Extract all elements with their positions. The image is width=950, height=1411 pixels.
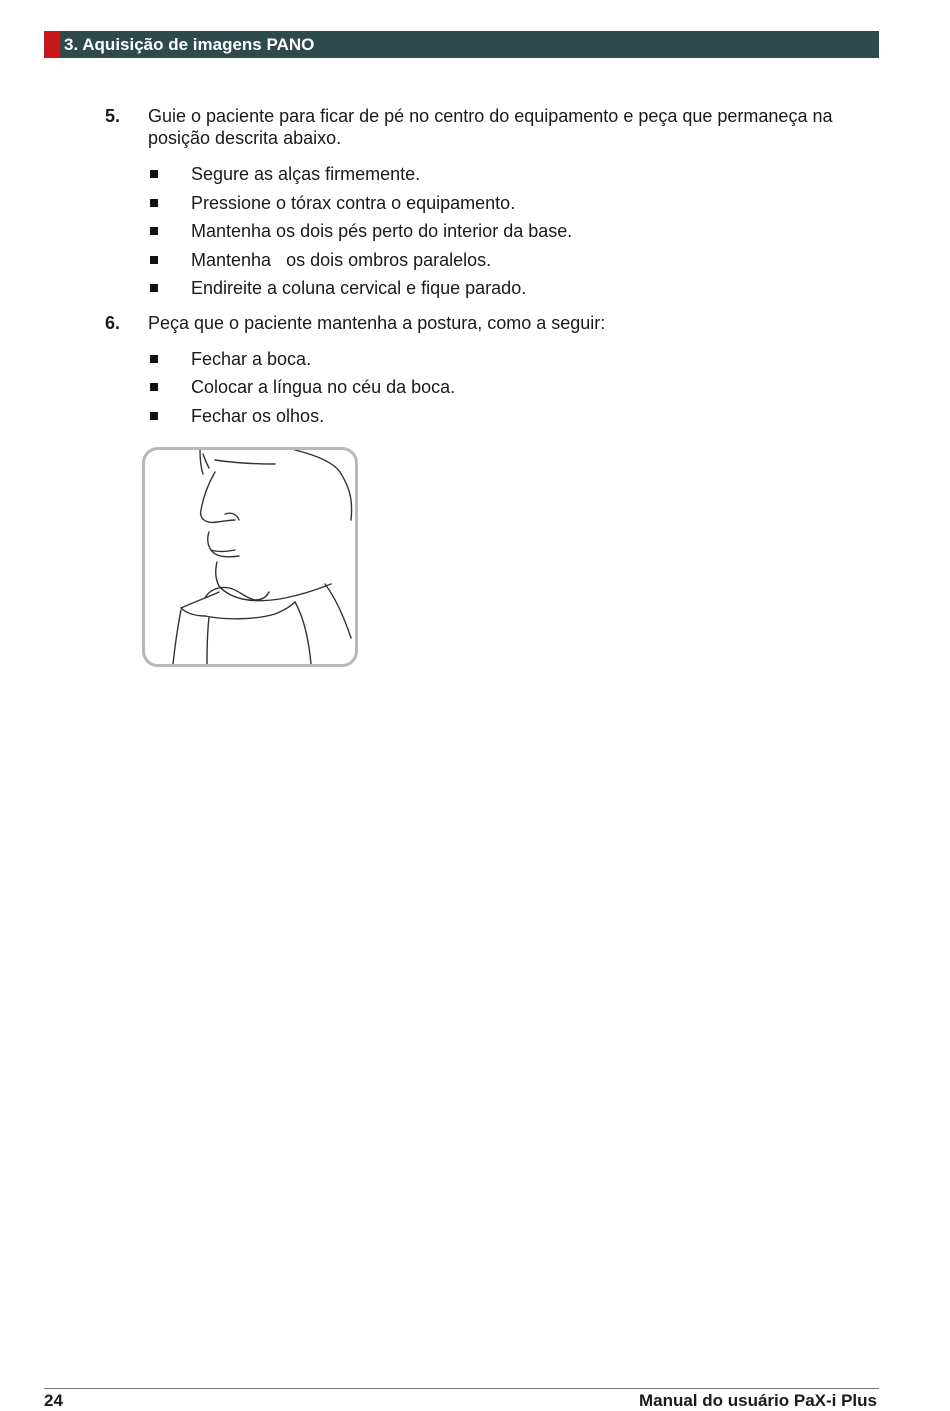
bullet-square-icon	[150, 284, 158, 292]
bullet-square-icon	[150, 199, 158, 207]
footer-divider	[44, 1388, 879, 1389]
list-item	[0, 220, 950, 244]
header-accent	[44, 31, 60, 58]
step-number: 5.	[105, 106, 121, 126]
step-text: Guie o paciente para ficar de pé no centro do equipamento e peça que permaneça na posição descrita abaixo.	[148, 106, 833, 148]
section-title: 3. Aquisição de imagens PANO	[64, 35, 315, 54]
bullet-square-icon	[150, 256, 158, 264]
list-item-text: Endireite a coluna cervical e fique parado.	[191, 278, 527, 298]
list-item-text: Mantenha os dois ombros paralelos.	[191, 250, 492, 270]
list-item	[0, 192, 950, 216]
section-header-bar	[44, 31, 879, 58]
list-item-text: Fechar os olhos.	[191, 406, 325, 426]
page-number: 24	[44, 1391, 63, 1410]
patient-posture-illustration	[142, 447, 358, 667]
list-item	[0, 277, 950, 301]
list-item-text: Colocar a língua no céu da boca.	[191, 377, 456, 397]
bullet-square-icon	[150, 355, 158, 363]
list-item-text: Mantenha os dois pés perto do interior da base.	[191, 221, 573, 241]
bullet-square-icon	[150, 170, 158, 178]
list-item-text: Segure as alças firmemente.	[191, 164, 421, 184]
list-item	[0, 163, 950, 187]
bullet-square-icon	[150, 227, 158, 235]
list-item	[0, 249, 950, 273]
step-number: 6.	[105, 313, 121, 333]
manual-title: Manual do usuário PaX-i Plus	[638, 1391, 877, 1410]
list-item-text: Pressione o tórax contra o equipamento.	[191, 193, 516, 213]
list-item	[0, 405, 950, 429]
list-item-text: Fechar a boca.	[191, 349, 312, 369]
list-item	[0, 376, 950, 400]
step-text: Peça que o paciente mantenha a postura, como a seguir:	[148, 313, 606, 333]
bullet-square-icon	[150, 412, 158, 420]
bullet-square-icon	[150, 383, 158, 391]
list-item	[0, 348, 950, 372]
